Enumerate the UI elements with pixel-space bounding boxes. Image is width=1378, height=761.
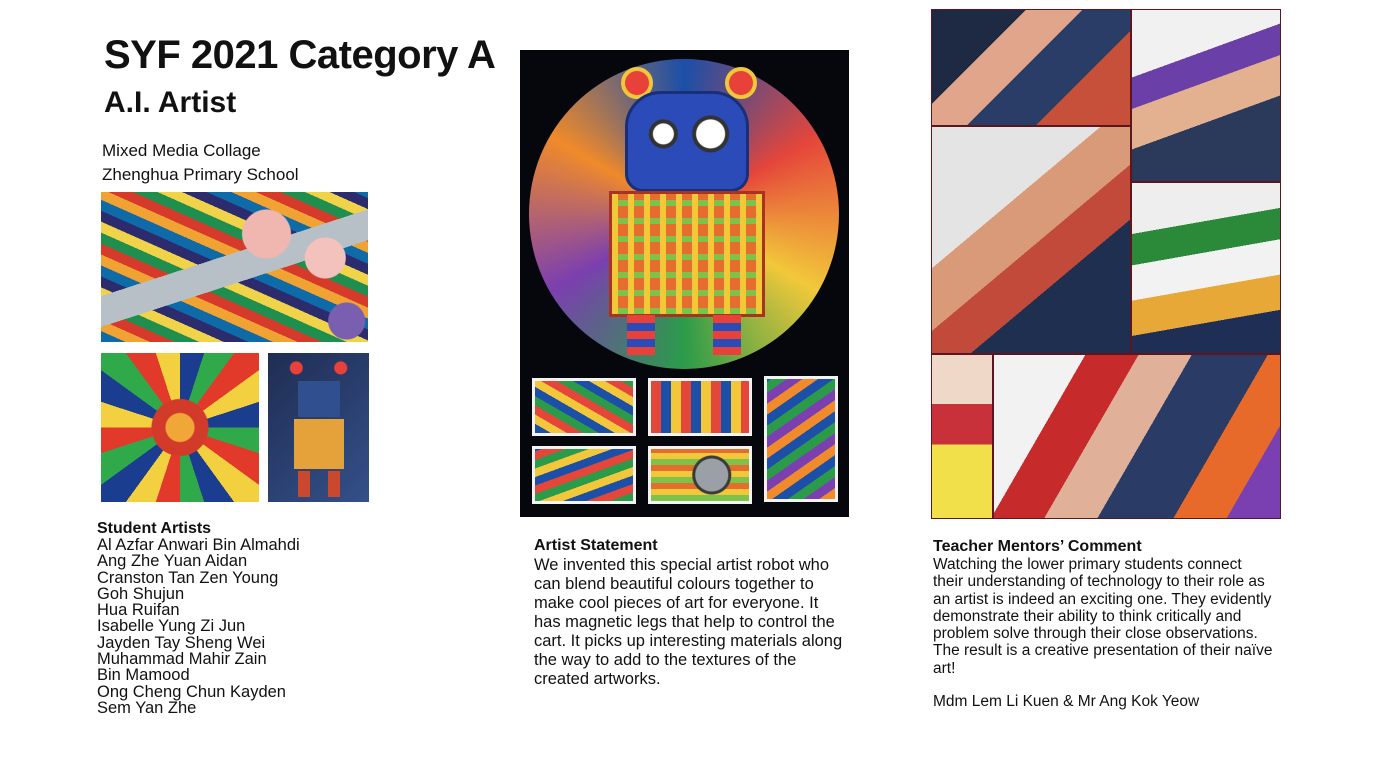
artist-name: Ong Cheng Chun Kayden <box>97 682 286 701</box>
artist-name: Sem Yan Zhe <box>97 698 197 717</box>
star-detail-photo <box>101 353 259 502</box>
artist-name: Hua Ruifan <box>97 601 180 620</box>
student-artists-heading: Student Artists <box>97 520 212 537</box>
artist-name: Goh Shujun <box>97 584 185 603</box>
artist-statement-heading: Artist Statement <box>534 537 658 554</box>
student-artists-list <box>97 537 300 716</box>
page-title: SYF 2021 Category A <box>104 33 496 77</box>
artwork-detail-thumb <box>764 376 838 502</box>
artwork-detail-thumb <box>532 446 636 504</box>
artist-name: Cranston Tan Zen Young <box>97 568 279 587</box>
artist-name: Ang Zhe Yuan Aidan <box>97 552 248 571</box>
mentors-comment-heading: Teacher Mentors’ Comment <box>933 538 1142 555</box>
school-name: Zhenghua Primary School <box>102 165 299 184</box>
artist-name: Muhammad Mahir Zain <box>97 650 267 669</box>
mentors-comment-text: Watching the lower primary students connect their understanding of technology to their role as an artist is indeed an exciting one. They evidently demonstrate their ability to think critically and problem solve through their close observations. The result is a creative presentation of their naïve art! <box>933 556 1273 677</box>
student-photo <box>994 355 1280 518</box>
robot-leg-right <box>713 315 741 355</box>
student-photo <box>932 127 1130 353</box>
collage-detail-photo <box>101 192 368 342</box>
robot-small-photo <box>268 353 369 502</box>
artwork-detail-thumb <box>532 378 636 436</box>
artwork-circle <box>529 59 839 369</box>
artwork-detail-thumb <box>648 378 752 436</box>
student-photo <box>1132 183 1280 353</box>
artist-name: Bin Mamood <box>97 666 190 685</box>
main-artwork-panel <box>520 50 849 517</box>
mentors-signature: Mdm Lem Li Kuen & Mr Ang Kok Yeow <box>933 693 1200 710</box>
artwork-detail-thumb <box>648 446 752 504</box>
artist-name: Al Azfar Anwari Bin Almahdi <box>97 536 300 554</box>
robot-leg-left <box>627 315 655 355</box>
artist-name: Isabelle Yung Zi Jun <box>97 617 246 636</box>
artist-statement-text: We invented this special artist robot who can blend beautiful colours together to make cool pieces of art for everyone. It has magnetic legs that help to control the cart. It picks up interesting materials along the way to add to the textures of the created artworks. <box>534 556 843 688</box>
student-photo <box>1132 10 1280 181</box>
robot-head <box>625 91 749 192</box>
robot-body <box>609 191 765 317</box>
students-working-photo-grid <box>931 9 1281 519</box>
student-photo <box>932 10 1130 125</box>
artist-name: Jayden Tay Sheng Wei <box>97 633 266 652</box>
student-photo <box>932 355 992 518</box>
artwork-title: A.I. Artist <box>104 86 237 119</box>
medium-label: Mixed Media Collage <box>102 141 261 160</box>
